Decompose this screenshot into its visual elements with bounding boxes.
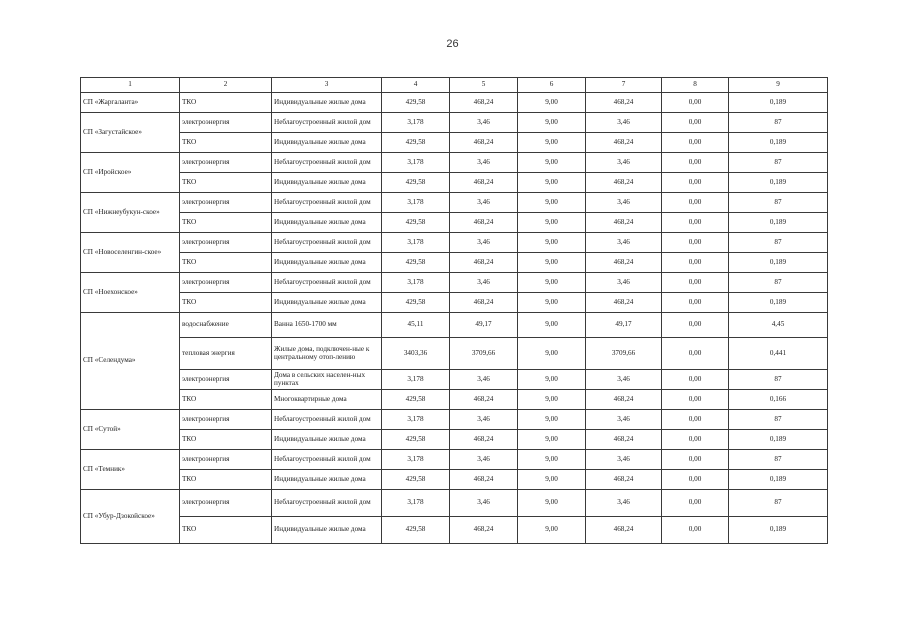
value-cell-col9: 87 [729, 273, 828, 293]
resource-cell: ТКО [180, 390, 272, 410]
table-row [81, 233, 828, 253]
value-cell-col5: 468,24 [450, 133, 518, 153]
value-cell-col7: 468,24 [586, 517, 662, 544]
category-cell: Индивидуальные жилые дома [272, 470, 382, 490]
value-cell-col6: 9,00 [518, 470, 586, 490]
resource-cell: ТКО [180, 430, 272, 450]
table-row [81, 450, 828, 470]
settlement-cell: СП «Темник» [81, 450, 180, 490]
table-row [81, 213, 828, 233]
value-cell-col8: 0,00 [662, 470, 729, 490]
resource-cell: электроэнергия [180, 370, 272, 390]
category-cell: Индивидуальные жилые дома [272, 133, 382, 153]
resource-cell: ТКО [180, 213, 272, 233]
value-cell-col8: 0,00 [662, 193, 729, 213]
category-cell: Неблагоустроенный жилой дом [272, 233, 382, 253]
table-row [81, 410, 828, 430]
table-row [81, 470, 828, 490]
value-cell-col4: 429,58 [382, 517, 450, 544]
value-cell-col9: 87 [729, 370, 828, 390]
value-cell-col9: 4,45 [729, 313, 828, 338]
table-body [81, 93, 828, 544]
resource-cell: ТКО [180, 93, 272, 113]
value-cell-col9: 0,189 [729, 430, 828, 450]
value-cell-col4: 3,178 [382, 450, 450, 470]
category-cell: Неблагоустроенный жилой дом [272, 153, 382, 173]
resource-cell: электроэнергия [180, 410, 272, 430]
value-cell-col8: 0,00 [662, 370, 729, 390]
value-cell-col5: 3,46 [450, 490, 518, 517]
resource-cell: электроэнергия [180, 273, 272, 293]
value-cell-col4: 3,178 [382, 113, 450, 133]
value-cell-col4: 3403,36 [382, 338, 450, 370]
value-cell-col7: 468,24 [586, 430, 662, 450]
value-cell-col9: 0,189 [729, 93, 828, 113]
resource-cell: ТКО [180, 173, 272, 193]
resource-cell: ТКО [180, 253, 272, 273]
settlement-cell: СП «Ноехонское» [81, 273, 180, 313]
column-header: 4 [382, 78, 450, 93]
resource-cell: ТКО [180, 133, 272, 153]
category-cell: Индивидуальные жилые дома [272, 253, 382, 273]
value-cell-col4: 429,58 [382, 253, 450, 273]
value-cell-col8: 0,00 [662, 490, 729, 517]
value-cell-col9: 0,166 [729, 390, 828, 410]
value-cell-col5: 3,46 [450, 153, 518, 173]
value-cell-col7: 468,24 [586, 470, 662, 490]
column-header: 3 [272, 78, 382, 93]
value-cell-col8: 0,00 [662, 133, 729, 153]
settlement-cell: СП «Убур-Дзокойское» [81, 490, 180, 544]
value-cell-col5: 468,24 [450, 213, 518, 233]
settlement-cell: СП «Жаргаланта» [81, 93, 180, 113]
column-header: 8 [662, 78, 729, 93]
value-cell-col7: 468,24 [586, 213, 662, 233]
value-cell-col8: 0,00 [662, 273, 729, 293]
value-cell-col7: 3,46 [586, 370, 662, 390]
value-cell-col4: 429,58 [382, 390, 450, 410]
value-cell-col8: 0,00 [662, 390, 729, 410]
value-cell-col4: 3,178 [382, 233, 450, 253]
settlement-cell: СП «Сутой» [81, 410, 180, 450]
tariff-table [80, 77, 828, 544]
settlement-cell: СП «Иройское» [81, 153, 180, 193]
value-cell-col7: 3,46 [586, 153, 662, 173]
resource-cell: электроэнергия [180, 153, 272, 173]
category-cell: Индивидуальные жилые дома [272, 293, 382, 313]
settlement-cell: СП «Загустайское» [81, 113, 180, 153]
settlement-cell: СП «Нижнеубукун-ское» [81, 193, 180, 233]
value-cell-col5: 49,17 [450, 313, 518, 338]
value-cell-col5: 3,46 [450, 370, 518, 390]
category-cell: Неблагоустроенный жилой дом [272, 410, 382, 430]
resource-cell: ТКО [180, 517, 272, 544]
value-cell-col5: 3,46 [450, 193, 518, 213]
value-cell-col9: 0,189 [729, 517, 828, 544]
value-cell-col6: 9,00 [518, 517, 586, 544]
value-cell-col7: 468,24 [586, 93, 662, 113]
category-cell: Индивидуальные жилые дома [272, 213, 382, 233]
value-cell-col7: 3,46 [586, 490, 662, 517]
column-header: 6 [518, 78, 586, 93]
resource-cell: электроэнергия [180, 193, 272, 213]
table-row [81, 153, 828, 173]
category-cell: Неблагоустроенный жилой дом [272, 273, 382, 293]
value-cell-col5: 468,24 [450, 253, 518, 273]
value-cell-col6: 9,00 [518, 338, 586, 370]
value-cell-col9: 87 [729, 410, 828, 430]
value-cell-col8: 0,00 [662, 293, 729, 313]
value-cell-col7: 3,46 [586, 273, 662, 293]
value-cell-col4: 3,178 [382, 193, 450, 213]
value-cell-col4: 45,11 [382, 313, 450, 338]
table-row [81, 113, 828, 133]
value-cell-col9: 0,189 [729, 133, 828, 153]
value-cell-col8: 0,00 [662, 450, 729, 470]
value-cell-col4: 3,178 [382, 410, 450, 430]
value-cell-col6: 9,00 [518, 113, 586, 133]
value-cell-col6: 9,00 [518, 490, 586, 517]
value-cell-col4: 429,58 [382, 93, 450, 113]
value-cell-col9: 0,189 [729, 293, 828, 313]
table-row [81, 173, 828, 193]
value-cell-col6: 9,00 [518, 370, 586, 390]
value-cell-col6: 9,00 [518, 410, 586, 430]
value-cell-col9: 0,189 [729, 173, 828, 193]
value-cell-col8: 0,00 [662, 113, 729, 133]
category-cell: Ванна 1650-1700 мм [272, 313, 382, 338]
value-cell-col9: 0,441 [729, 338, 828, 370]
table-row [81, 313, 828, 338]
value-cell-col5: 468,24 [450, 293, 518, 313]
value-cell-col8: 0,00 [662, 213, 729, 233]
value-cell-col5: 3,46 [450, 273, 518, 293]
category-cell: Многоквартирные дома [272, 390, 382, 410]
value-cell-col4: 3,178 [382, 273, 450, 293]
page-number: 26 [446, 38, 459, 50]
category-cell: Индивидуальные жилые дома [272, 93, 382, 113]
value-cell-col7: 468,24 [586, 390, 662, 410]
category-cell: Индивидуальные жилые дома [272, 430, 382, 450]
table-row [81, 253, 828, 273]
category-cell: Индивидуальные жилые дома [272, 173, 382, 193]
resource-cell: ТКО [180, 293, 272, 313]
settlement-cell: СП «Новоселенгин-ское» [81, 233, 180, 273]
value-cell-col6: 9,00 [518, 253, 586, 273]
value-cell-col8: 0,00 [662, 430, 729, 450]
value-cell-col4: 429,58 [382, 133, 450, 153]
category-cell: Индивидуальные жилые дома [272, 517, 382, 544]
value-cell-col4: 429,58 [382, 293, 450, 313]
value-cell-col6: 9,00 [518, 450, 586, 470]
value-cell-col9: 87 [729, 233, 828, 253]
value-cell-col5: 468,24 [450, 430, 518, 450]
value-cell-col6: 9,00 [518, 273, 586, 293]
value-cell-col6: 9,00 [518, 293, 586, 313]
value-cell-col7: 468,24 [586, 133, 662, 153]
value-cell-col9: 0,189 [729, 213, 828, 233]
value-cell-col9: 87 [729, 450, 828, 470]
column-header: 5 [450, 78, 518, 93]
value-cell-col4: 429,58 [382, 470, 450, 490]
value-cell-col7: 468,24 [586, 173, 662, 193]
category-cell: Дома в сельских населен-ных пунктах [272, 370, 382, 390]
value-cell-col5: 468,24 [450, 470, 518, 490]
category-cell: Неблагоустроенный жилой дом [272, 450, 382, 470]
resource-cell: электроэнергия [180, 113, 272, 133]
value-cell-col7: 49,17 [586, 313, 662, 338]
table-row [81, 93, 828, 113]
resource-cell: тепловая энергия [180, 338, 272, 370]
value-cell-col7: 3,46 [586, 113, 662, 133]
column-header: 2 [180, 78, 272, 93]
value-cell-col9: 87 [729, 490, 828, 517]
value-cell-col6: 9,00 [518, 193, 586, 213]
category-cell: Неблагоустроенный жилой дом [272, 113, 382, 133]
value-cell-col9: 87 [729, 193, 828, 213]
value-cell-col5: 3,46 [450, 233, 518, 253]
table-row [81, 193, 828, 213]
value-cell-col4: 429,58 [382, 173, 450, 193]
value-cell-col4: 429,58 [382, 213, 450, 233]
resource-cell: ТКО [180, 470, 272, 490]
value-cell-col7: 3,46 [586, 193, 662, 213]
table-row [81, 390, 828, 410]
resource-cell: водоснабжение [180, 313, 272, 338]
table-row [81, 338, 828, 370]
value-cell-col5: 3,46 [450, 450, 518, 470]
value-cell-col6: 9,00 [518, 390, 586, 410]
table-row [81, 370, 828, 390]
value-cell-col8: 0,00 [662, 313, 729, 338]
value-cell-col8: 0,00 [662, 410, 729, 430]
value-cell-col5: 3709,66 [450, 338, 518, 370]
value-cell-col7: 468,24 [586, 253, 662, 273]
value-cell-col8: 0,00 [662, 173, 729, 193]
value-cell-col4: 3,178 [382, 153, 450, 173]
column-header: 9 [729, 78, 828, 93]
value-cell-col7: 3,46 [586, 450, 662, 470]
value-cell-col6: 9,00 [518, 153, 586, 173]
value-cell-col6: 9,00 [518, 430, 586, 450]
value-cell-col6: 9,00 [518, 233, 586, 253]
value-cell-col9: 0,189 [729, 470, 828, 490]
category-cell: Неблагоустроенный жилой дом [272, 490, 382, 517]
table-header [81, 78, 828, 93]
value-cell-col5: 468,24 [450, 390, 518, 410]
value-cell-col5: 3,46 [450, 113, 518, 133]
value-cell-col8: 0,00 [662, 338, 729, 370]
value-cell-col6: 9,00 [518, 133, 586, 153]
header-row [81, 78, 828, 93]
resource-cell: электроэнергия [180, 233, 272, 253]
value-cell-col8: 0,00 [662, 93, 729, 113]
category-cell: Неблагоустроенный жилой дом [272, 193, 382, 213]
value-cell-col7: 3709,66 [586, 338, 662, 370]
value-cell-col5: 468,24 [450, 173, 518, 193]
value-cell-col9: 87 [729, 113, 828, 133]
value-cell-col6: 9,00 [518, 173, 586, 193]
value-cell-col9: 87 [729, 153, 828, 173]
value-cell-col7: 468,24 [586, 293, 662, 313]
column-header: 1 [81, 78, 180, 93]
value-cell-col5: 3,46 [450, 410, 518, 430]
category-cell: Жилые дома, подключен-ные к центральному отоп-лению [272, 338, 382, 370]
value-cell-col6: 9,00 [518, 213, 586, 233]
table-row [81, 517, 828, 544]
column-header: 7 [586, 78, 662, 93]
table-row [81, 273, 828, 293]
table-row [81, 133, 828, 153]
value-cell-col4: 429,58 [382, 430, 450, 450]
table-row [81, 490, 828, 517]
value-cell-col9: 0,189 [729, 253, 828, 273]
value-cell-col7: 3,46 [586, 410, 662, 430]
value-cell-col8: 0,00 [662, 233, 729, 253]
table-row [81, 293, 828, 313]
settlement-cell: СП «Селендума» [81, 313, 180, 410]
value-cell-col8: 0,00 [662, 253, 729, 273]
value-cell-col8: 0,00 [662, 517, 729, 544]
value-cell-col6: 9,00 [518, 93, 586, 113]
table-row [81, 430, 828, 450]
value-cell-col4: 3,178 [382, 490, 450, 517]
resource-cell: электроэнергия [180, 450, 272, 470]
value-cell-col7: 3,46 [586, 233, 662, 253]
value-cell-col8: 0,00 [662, 153, 729, 173]
value-cell-col6: 9,00 [518, 313, 586, 338]
value-cell-col5: 468,24 [450, 93, 518, 113]
value-cell-col5: 468,24 [450, 517, 518, 544]
value-cell-col4: 3,178 [382, 370, 450, 390]
resource-cell: электроэнергия [180, 490, 272, 517]
